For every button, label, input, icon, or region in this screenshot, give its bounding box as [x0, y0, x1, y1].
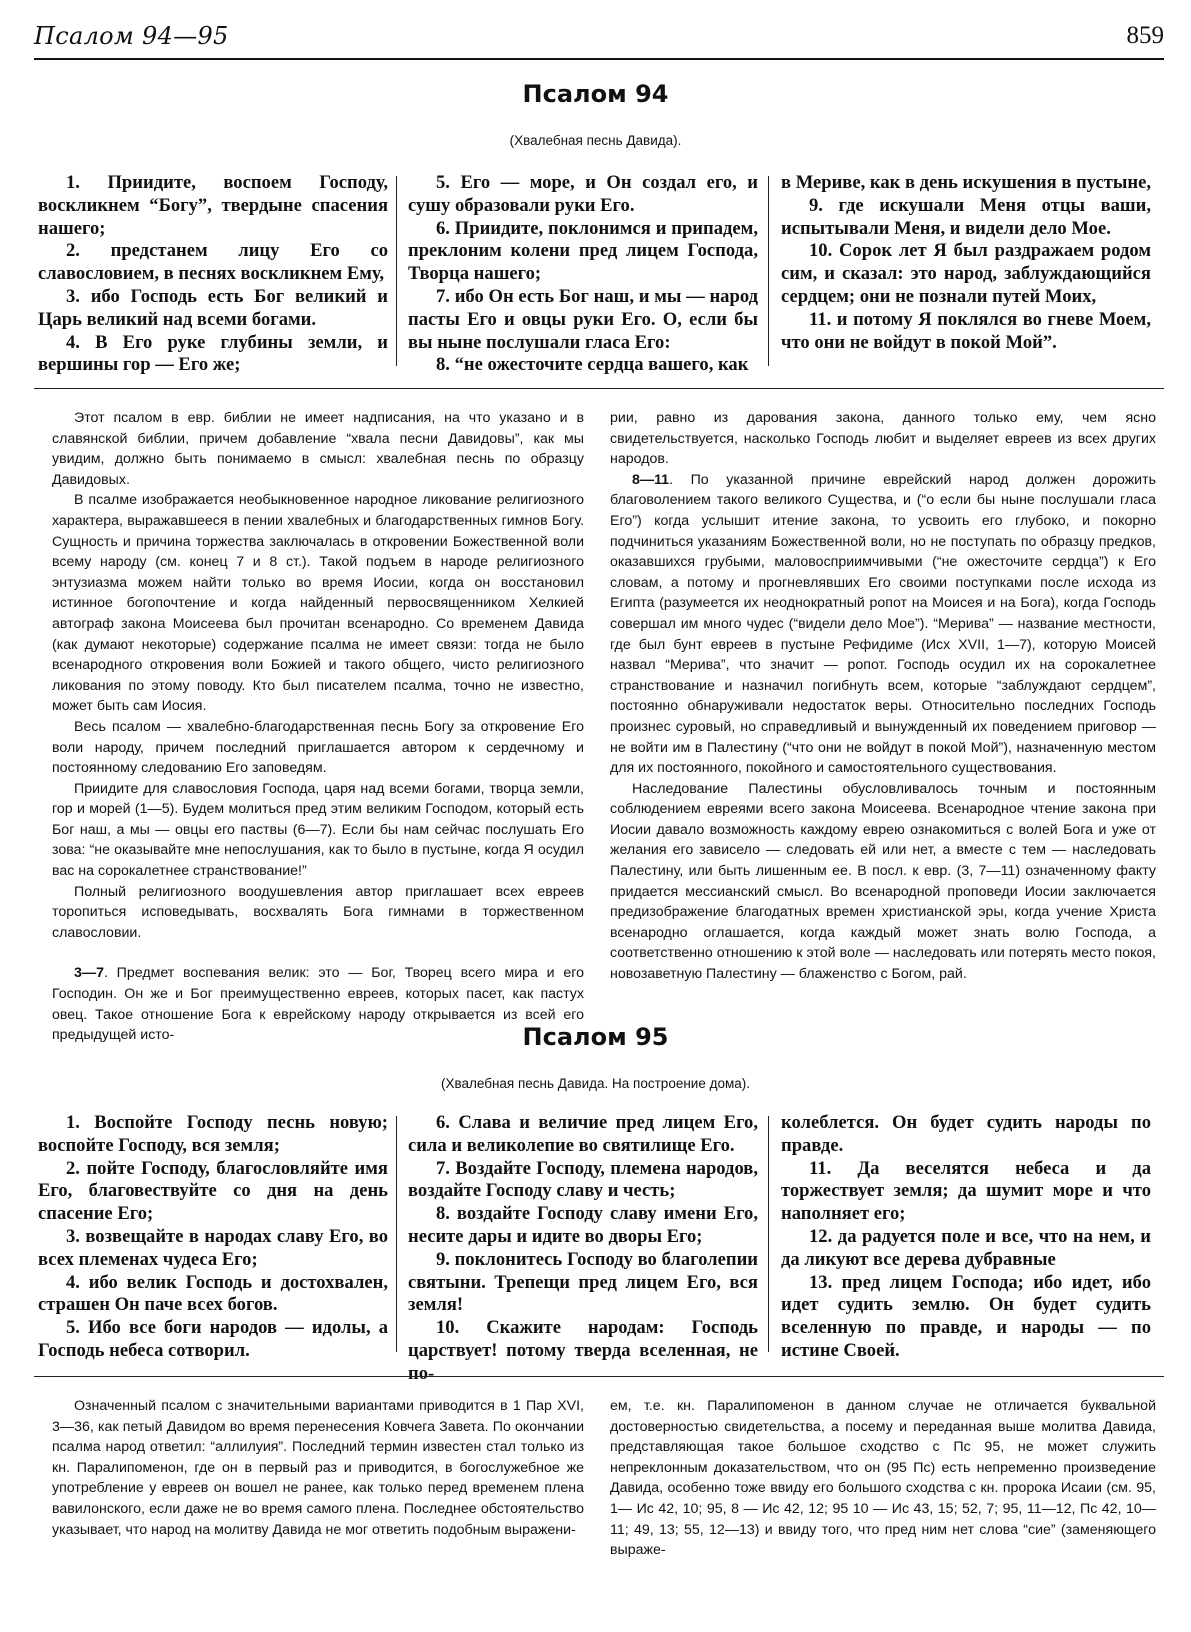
verse: 1. Приидите, воспоем Господу, воскликнем “Богу”, твердыне спасения нашего;: [38, 172, 388, 239]
psalm-94-verses-col1: [38, 172, 388, 377]
column-divider: [768, 176, 769, 366]
commentary-paragraph: Наследование Палестины обусловливалось точным и постоянным соблюдением евреями всего закона Моисеева. Всенародное чтение закона при Иосии давало возможность каждому еврею ознакомиться с волей Бога и уже от желания его зависело — следовать ей или нет, а вместе с тем — наследовать Палестину, или быть лишенным ее. В посл. к евр. (3, 7—11) означенному факту придается мессианский смысл. Во всенародной проповеди Иосии заключается предизображение благодатных времен христианской эры, когда учение Христа всенародно оглашается, когда каждый может знать волю Господа, а соответственно отношению к этой воле — наследовать или потерять место покоя, новозаветную Палестину — блаженство с Богом, рай.: [610, 780, 1156, 983]
verse: 6. Слава и величие пред лицем Его, сила и великолепие во святилище Его.: [408, 1112, 758, 1156]
verse: 4. В Его руке глубины земли, и вершины гор — Его же;: [38, 331, 388, 376]
commentary-paragraph: [610, 470, 1156, 779]
verse: колеблется. Он будет судить народы по правде.: [781, 1112, 1151, 1156]
psalm-95-subtitle: (Хвалебная песнь Давида. На построение дома).: [440, 1076, 751, 1091]
commentary-paragraph: В псалме изображается необыкновенное народное ликование религиозного характера, выражавшееся в пении хвалебных и благодарственных гимнов Богу. Сущность и причина торжества заключалась в откровении Божественной воли всему народу (см. конец 7 и 8 ст.). Такой подъем в народе религиозного энтузиазма можем найти только во время Иосии, когда он восстановил истинное богопочтение и когда найденный первосвященником Хелкией автограф закона Моисеева был прочитан всенародно. Со временем Давида (как думают некоторые) содержание псалма не имеет связи: тогда не было всенародного откровения воли Божией и такого общего, чисто религиозного ликования по этому поводу. Кто был писателем псалма, точно не известно, может быть сам Иосия.: [52, 492, 584, 715]
verse: 1. Воспойте Господу песнь новую; воспойте Господу, вся земля;: [38, 1112, 388, 1156]
commentary-paragraph: Приидите для славословия Господа, царя над всеми богами, творца земли, гор и морей (1—5). Будем молиться пред этим великим Господом, который есть Бог наш, а мы — овцы его паствы (6—7). Если бы нам сейчас послушать Его зова: “не оказывайте мне непослушания, как то было в пустыне, когда Я осудил вас на сорокалетнее странствование!”: [52, 780, 584, 880]
column-divider: [396, 176, 397, 366]
psalm-95-verses-col2: [408, 1112, 758, 1386]
column-divider: [768, 1116, 769, 1352]
commentary-text: . По указанной причине еврейский народ должен дорожить благоволением такого великого Существа, и (“о если бы ныне послушали гласа Его”) когда услышит итение закона, то усвоить его глубоко, и покорно подчиниться указаниям Божественной воли, но не поступать по образцу предков, оказавшихся грубыми, маловосприимчивыми (“не ожесточите сердца”) к Его словам, а потому и прогневлявших Его своими поступками после исхода из Египта (разумеется их неоднократный ропот на Моисея и на Бога), когда Господь совершал им много чудес (“видели дело Мое”). “Мерива” — название местности, где был бунт евреев в пустыне Рефидиме (Исх XVII, 1—7), которую Моисей назвал “Мерива”, что значит — ропот. Господь осудил их на сорокалетнее странствование и назначил погибнуть всем, которые “заблуждают сердцем”, постоянно обнаруживали недостаток веры. Относительно последних Господь произнес суровый, но справедливый и вынужденный их поведением приговор — не войти им в Палестину (“что они не войдут в покой Мой”), назначенную местом для их постоянного, покойного и самостоятельного существования.: [610, 471, 1156, 777]
verse: 5. Ибо все боги народов — идолы, а Господь небеса сотворил.: [38, 1317, 388, 1361]
column-divider: [396, 1116, 397, 1352]
psalm-94-title: Псалом 94: [522, 80, 669, 108]
psalm-95-title: Псалом 95: [522, 1023, 669, 1051]
verse: 13. пред лицем Господа; ибо идет, ибо идет судить землю. Он будет судить вселенную по правде, и народы — по истине Своей.: [781, 1271, 1151, 1361]
psalm-95-verses-col3: [781, 1112, 1151, 1363]
verse: 11. и потому Я поклялся во гневе Моем, что они не войдут в покой Мой”.: [781, 308, 1151, 353]
psalm-95-commentary-col2: [610, 1396, 1156, 1561]
section-rule: [34, 388, 1164, 389]
psalm-94-verses-col3: [781, 172, 1151, 354]
psalm-94-commentary-col1: [52, 408, 584, 1046]
verse: 7. ибо Он есть Бог наш, и мы — народ пасты Его и овцы руки Его. О, если бы вы ныне послушали гласа Его:: [408, 285, 758, 353]
verse: 9. где искушали Меня отцы ваши, испытывали Меня, и видели дело Мое.: [781, 194, 1151, 239]
psalm-95-commentary-col1: [52, 1396, 584, 1540]
running-head-title: Псалом 94—95: [34, 22, 229, 50]
header-rule: [34, 58, 1164, 60]
verse: 8. “не ожесточите сердца вашего, как: [436, 354, 749, 376]
verse: 10. Сорок лет Я был раздражаем родом сим, и сказал: это народ, заблуждающийся сердцем; они не познали путей Моих,: [781, 240, 1151, 307]
psalm-94-subtitle: (Хвалебная песнь Давида).: [509, 133, 682, 148]
verse: 10. Скажите народам: Господь царствует! потому тверда вселенная, не по-: [408, 1317, 758, 1384]
verse-reference: 8—11: [632, 471, 670, 488]
commentary-paragraph: Этот псалом в евр. библии не имеет надписания, на что указано и в славянской библии, причем добавление “хвала песни Давидовы”, как мы увидим, должно быть понимаемо в смысл: хвалебная песнь по образцу Давидовых.: [52, 410, 584, 488]
verse: 7. Воздайте Господу, племена народов, воздайте Господу славу и честь;: [408, 1157, 758, 1202]
commentary-paragraph: рии, равно из дарования закона, данного только ему, чем ясно свидетельствуется, насколько Господь любит и выделяет евреев из всех других народов.: [610, 410, 1156, 468]
verse: 8. воздайте Господу славу имени Его, несите дары и идите во дворы Его;: [408, 1203, 758, 1247]
verse-reference: 3—7: [74, 965, 104, 982]
verse: 2. предстанем лицу Его со славословием, в песнях воскликнем Ему,: [38, 240, 388, 285]
commentary-paragraph: Полный религиозного воодушевления автор приглашает всех евреев торопиться исповедывать, восхвалять Бога гимнами в торжественном славословии.: [52, 883, 584, 941]
verse: 3. возвещайте в народах славу Его, во всех племенах чудеса Его;: [38, 1225, 388, 1270]
psalm-94-commentary-col2: [610, 408, 1156, 985]
verse: 5. Его — море, и Он создал его, и сушу образовали руки Его.: [408, 172, 758, 216]
commentary-paragraph: ем, т.е. кн. Паралипоменон в данном случае не отличается буквальной достоверностью свидетельства, а посему и переданная выше молитва Давида, представляющая такое большое сходство с Пс 95, не может служить непреклонным доказательством, что он (95 Пс) есть непременно произведение Давида, особенно тоже ввиду его большого сходства с кн. пророка Исаии (см. 95, 1— Ис 42, 10; 95, 8 — Ис 42, 12; 95 10 — Ис 43, 15; 52, 7; 95, 11—12, Пс 42, 10—11; 49, 13; 55, 12—13) и ввиду того, что пред ним нет слова “сие” (заменяющего выраже-: [610, 1398, 1156, 1559]
verse: в Мериве, как в день искушения в пустыне,: [781, 172, 1151, 193]
verse: 6. Приидите, поклонимся и припадем, преклоним колени пред лицем Господа, Творца нашего;: [408, 217, 758, 285]
verse: 11. Да веселятся небеса и да торжествует земля; да шумит море и что наполняет его;: [781, 1157, 1151, 1225]
page-number: 859: [1126, 22, 1164, 49]
section-rule: [34, 1376, 1164, 1377]
verse: 2. пойте Господу, благословляйте имя Его, благовествуйте со дня на день спасение Его;: [38, 1157, 388, 1225]
running-head: [34, 20, 1164, 56]
commentary-paragraph: Весь псалом — хвалебно-благодарственная песнь Богу за откровение Его воли народу, причем последний приглашается автором к сердечному и постоянному следованию Его заповедям.: [52, 718, 584, 777]
psalm-94-verses-col2: [408, 172, 758, 377]
commentary-paragraph: Означенный псалом с значительными вариантами приводится в 1 Пар XVI, 3—36, как петый Давидом во время перенесения Ковчега Завета. По окончании псалма народ ответил: “аллилуия”. Последний термин известен стал только из кн. Паралипоменон, где он в первый раз и приводится, в богослужебное же употребление у евреев он вошел не ранее, как только перед временем плена вавилонского, если даже не во время самого плена. Последнее обстоятельство указывает, что народ на молитву Давида не мог ответить подобным выражени-: [52, 1398, 584, 1538]
verse: 3. ибо Господь есть Бог великий и Царь великий над всеми богами.: [38, 285, 388, 330]
verse: 12. да радуется поле и все, что на нем, и да ликуют все дерева дубравные: [781, 1225, 1151, 1270]
commentary-text: . Предмет воспевания велик: это — Бог, Творец всего мира и его Господин. Он же и Бог преимущественно евреев, которых пасет, как пастух овец. Такое отношение Бога к еврейскому народу открывается из всей его предыдущей исто-: [52, 965, 584, 1044]
verse: 4. ибо велик Господь и достохвален, страшен Он паче всех богов.: [38, 1271, 388, 1316]
verse: 9. поклонитесь Господу во благолепии святыни. Трепещи пред лицем Его, вся земля!: [408, 1248, 758, 1316]
psalm-95-verses-col1: [38, 1112, 388, 1363]
